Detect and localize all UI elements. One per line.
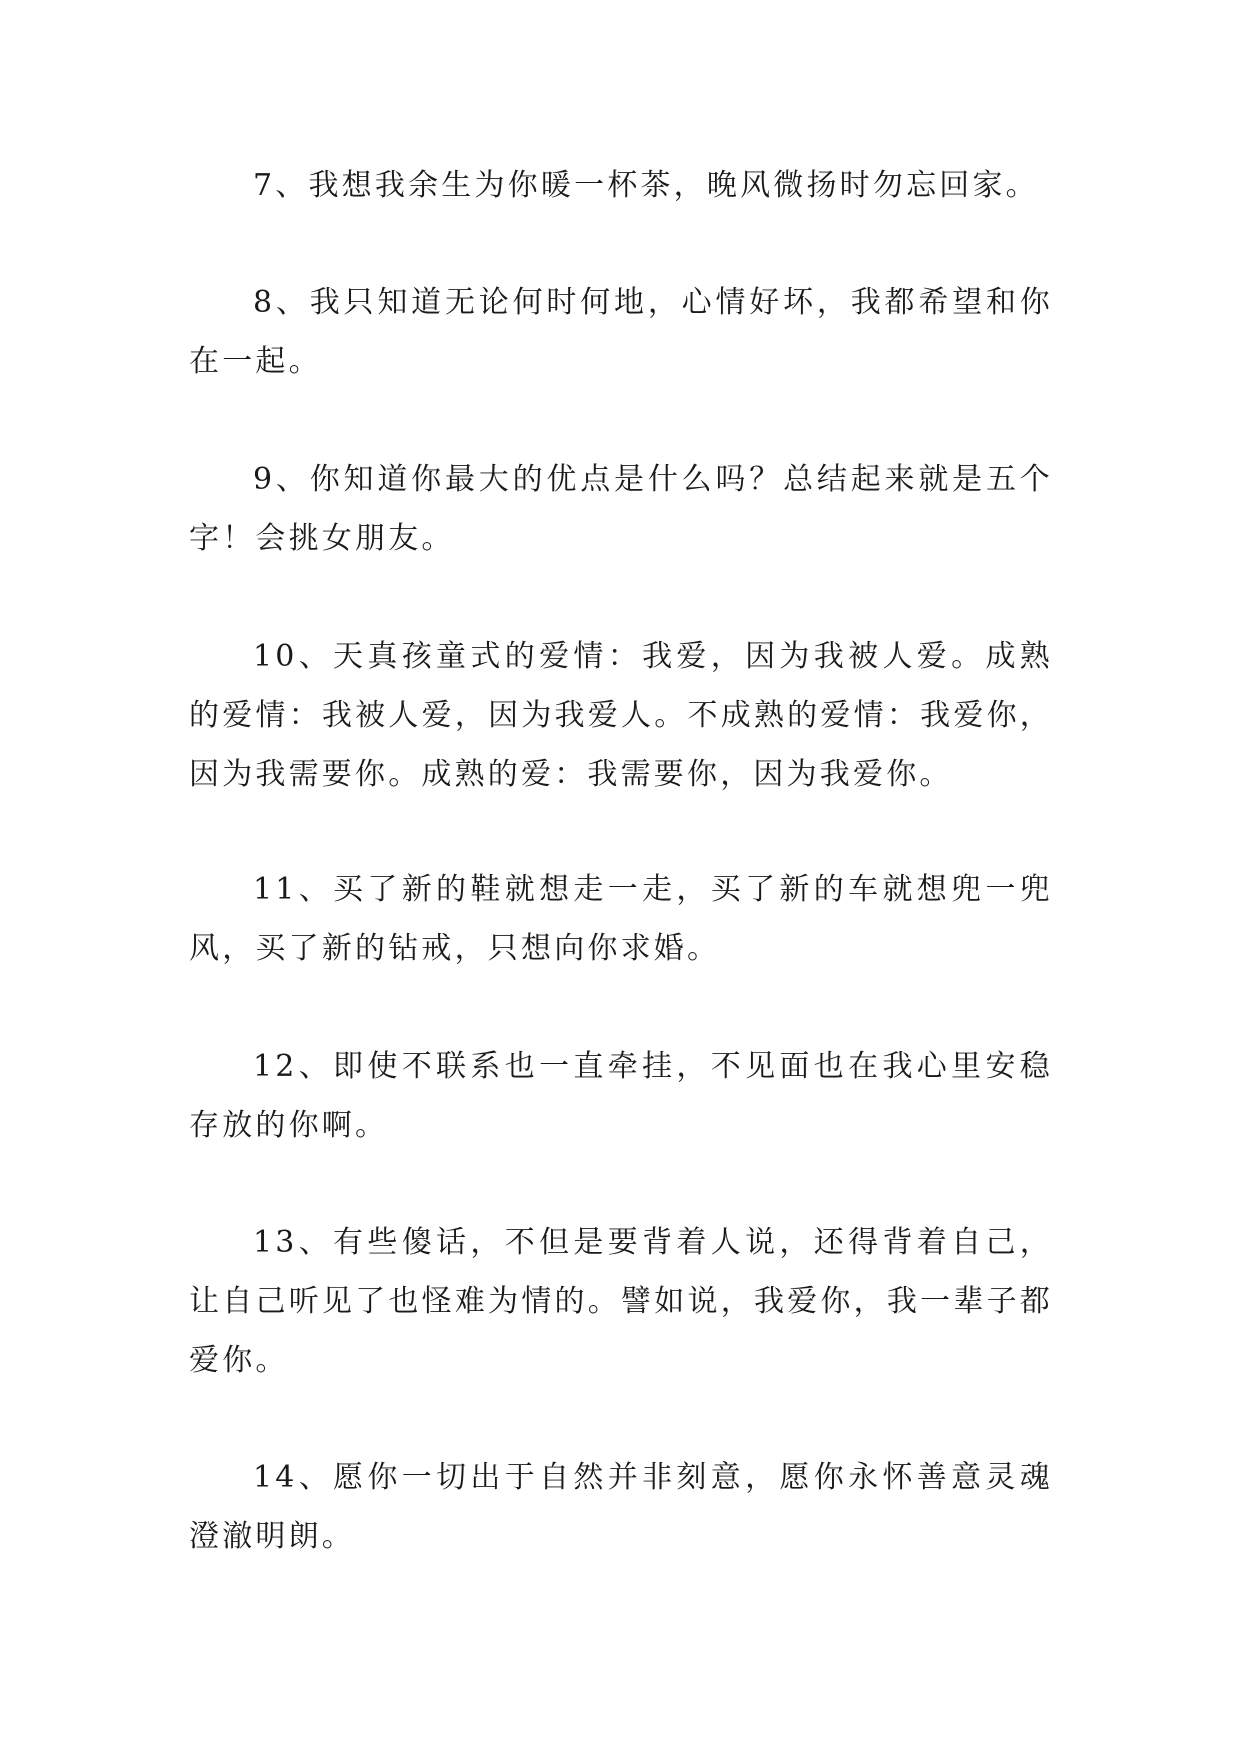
- paragraph-12: 12、即使不联系也一直牵挂，不见面也在我心里安稳存放的你啊。: [189, 1049, 1053, 1143]
- paragraph-7: 7、我想我余生为你暖一杯茶，晚风微扬时勿忘回家。: [253, 168, 1039, 203]
- paragraph-10: 10、天真孩童式的爱情：我爱，因为我被人爱。成熟的爱情：我被人爱，因为我爱人。不成熟的爱情：我爱你，因为我需要你。成熟的爱：我需要你，因为我爱你。: [189, 639, 1053, 792]
- paragraph-11: 11、买了新的鞋就想走一走，买了新的车就想兜一兜风，买了新的钻戒，只想向你求婚。: [189, 872, 1053, 966]
- paragraph-8: 8、我只知道无论何时何地，心情好坏，我都希望和你在一起。: [189, 285, 1053, 379]
- paragraph-9: 9、你知道你最大的优点是什么吗？总结起来就是五个字！会挑女朋友。: [189, 462, 1053, 556]
- paragraph-14: 14、愿你一切出于自然并非刻意，愿你永怀善意灵魂澄澈明朗。: [189, 1460, 1053, 1554]
- paragraph-13: 13、有些傻话，不但是要背着人说，还得背着自己，让自己听见了也怪难为情的。譬如说，我爱你，我一辈子都爱你。: [189, 1225, 1053, 1378]
